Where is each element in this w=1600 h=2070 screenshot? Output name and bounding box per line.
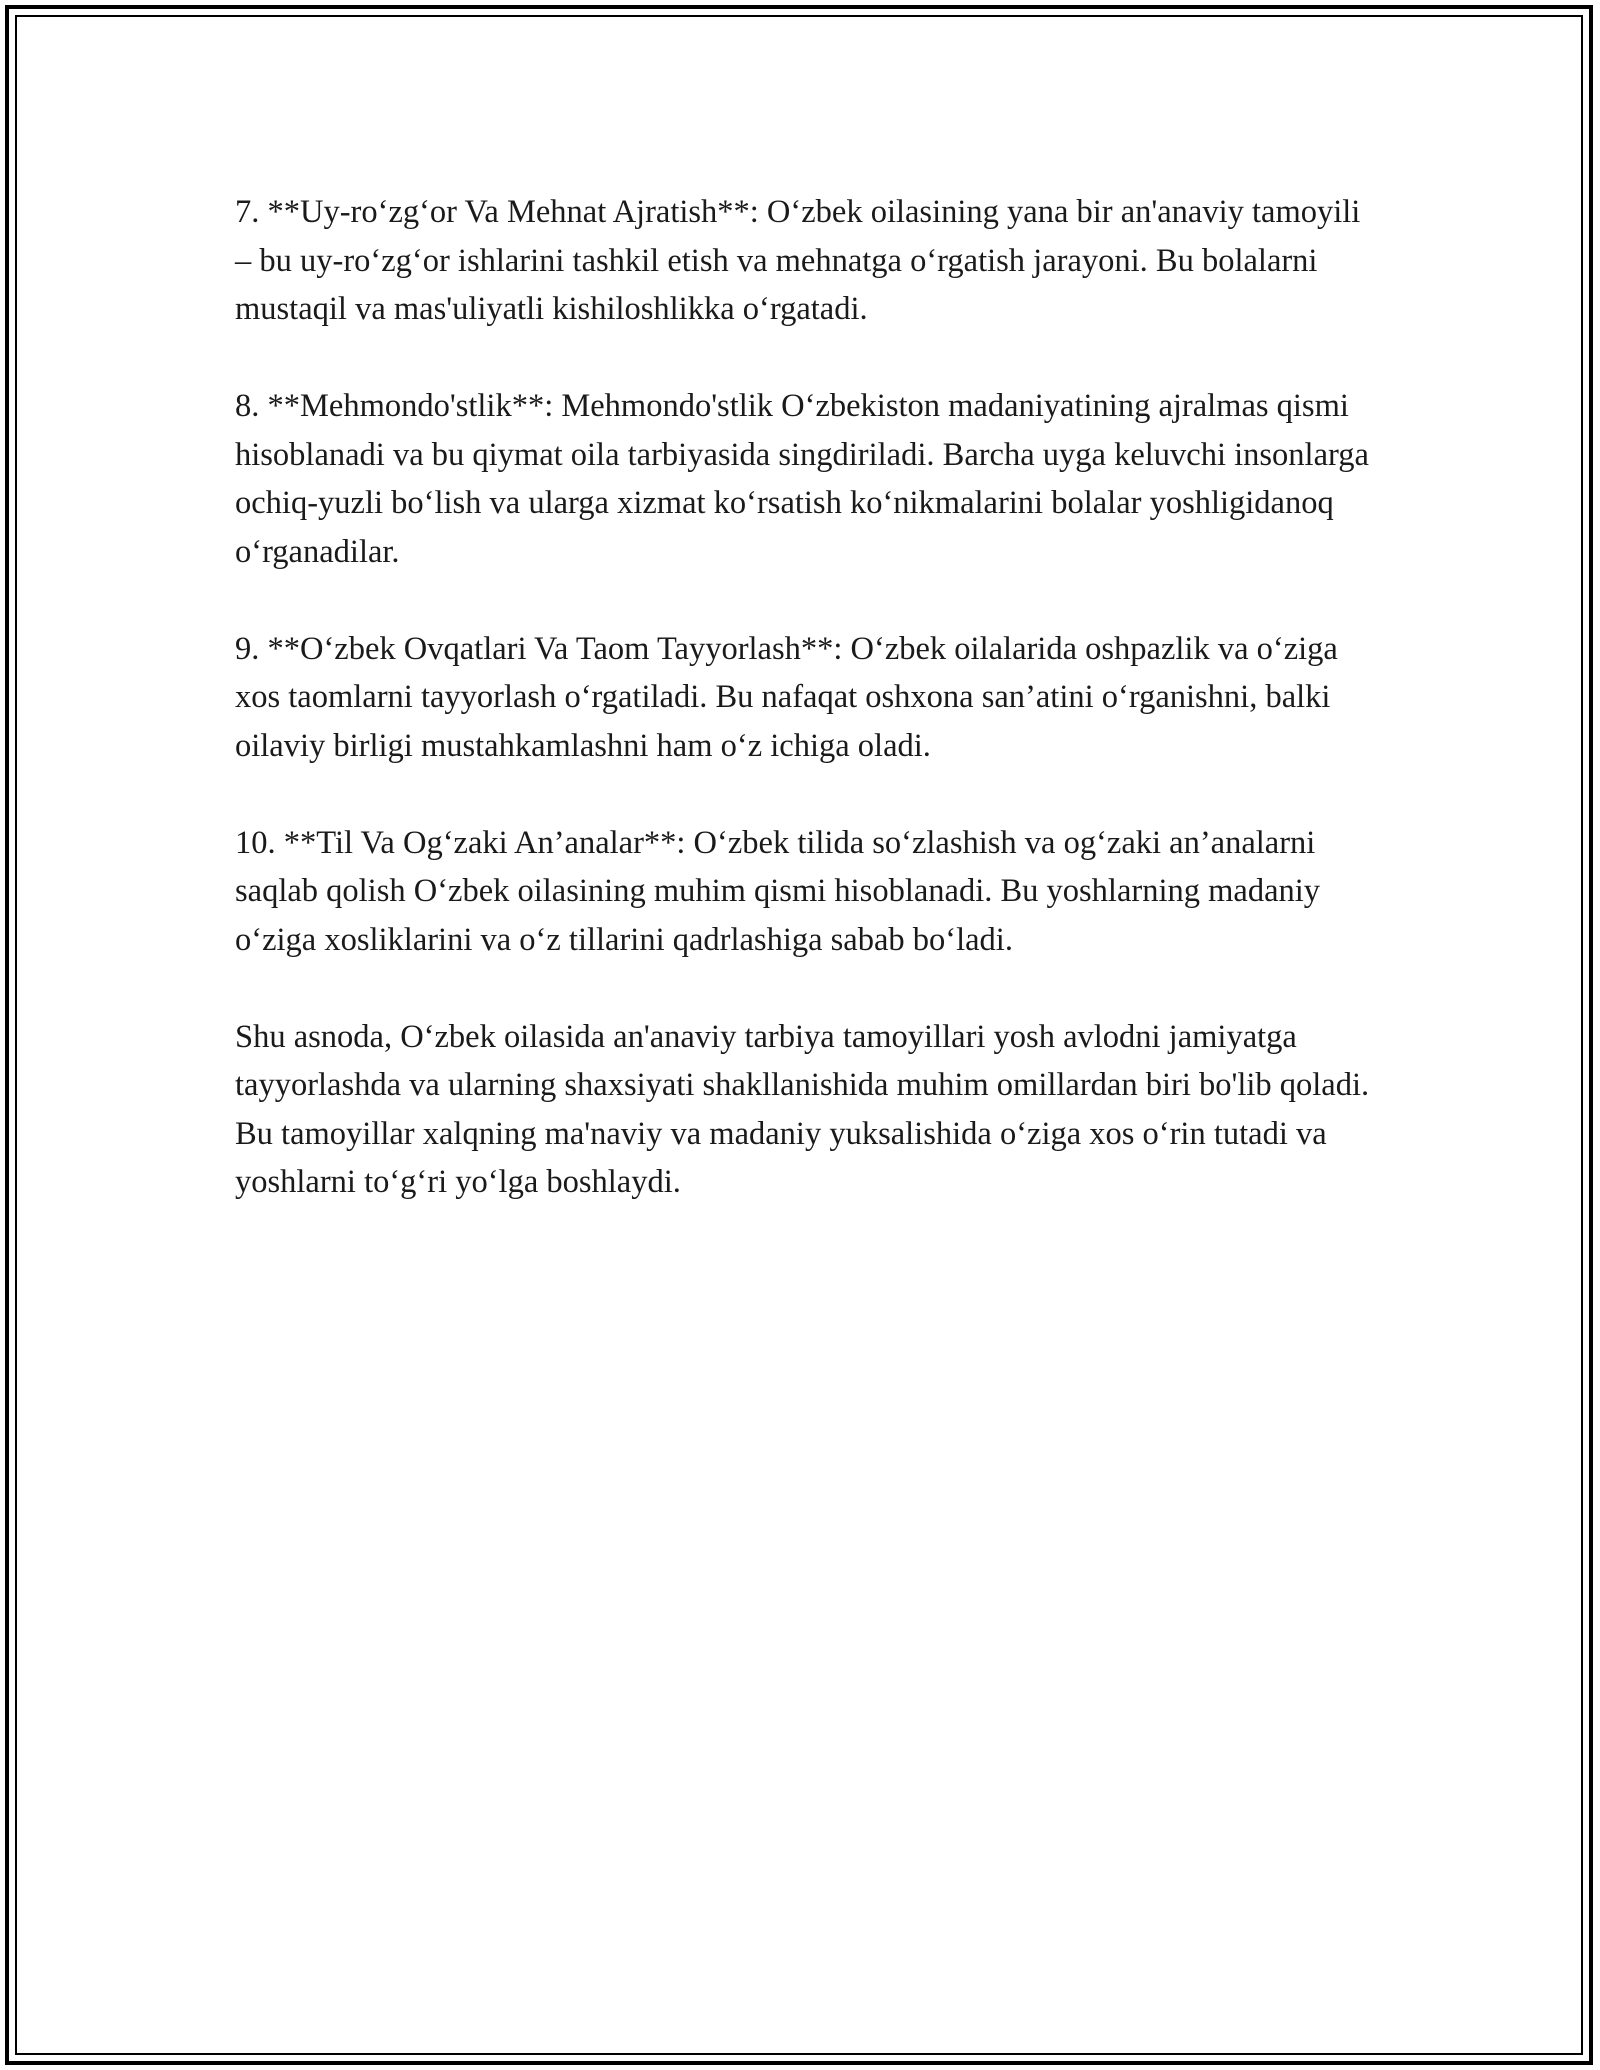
paragraph-item-7: 7. **Uy-ro‘zg‘or Va Mehnat Ajratish**: O‘zbek oilasining yana bir an'anaviy tamoyili – bu uy-ro‘zg‘or ishlarini tashkil etish va mehnatga o‘rgatish jarayoni. Bu bolalarni mustaqil va mas'uliyatli kishiloshlikka o‘rgatadi. [235, 194, 1361, 327]
paragraph-item-8: 8. **Mehmondo'stlik**: Mehmondo'stlik O‘zbekiston madaniyatining ajralmas qismi hisoblanadi va bu qiymat oila tarbiyasida singdiriladi. Barcha uyga keluvchi insonlarga ochiq-yuzli bo‘lish va ularga xizmat ko‘rsatish ko‘nikmalarini bolalar yoshligidanoq o‘rganadilar. [235, 388, 1369, 570]
paragraph-conclusion: Shu asnoda, O‘zbek oilasida an'anaviy tarbiya tamoyillari yosh avlodni jamiyatga tayyorlashda va ularning shaxsiyati shakllanishida muhim omillardan biri bo'lib qoladi. Bu tamoyillar xalqning ma'naviy va madaniy yuksalishida o‘ziga xos o‘rin tutadi va yoshlarni to‘g‘ri yo‘lga boshlaydi. [235, 1018, 1370, 1200]
document-body [235, 188, 1375, 1255]
paragraph-item-9: 9. **O‘zbek Ovqatlari Va Taom Tayyorlash**: O‘zbek oilalarida oshpazlik va o‘ziga xos taomlarni tayyorlash o‘rgatiladi. Bu nafaqat oshxona san’atini o‘rganishni, balki oilaviy birligi mustahkamlashni ham o‘z ichiga oladi. [235, 630, 1338, 764]
paragraph-item-10: 10. **Til Va Og‘zaki An’analar**: O‘zbek tilida so‘zlashish va og‘zaki an’analarni saqlab qolish O‘zbek oilasining muhim qismi hisoblanadi. Bu yoshlarning madaniy o‘ziga xosliklarini va o‘z tillarini qadrlashiga sabab bo‘ladi. [235, 824, 1321, 958]
